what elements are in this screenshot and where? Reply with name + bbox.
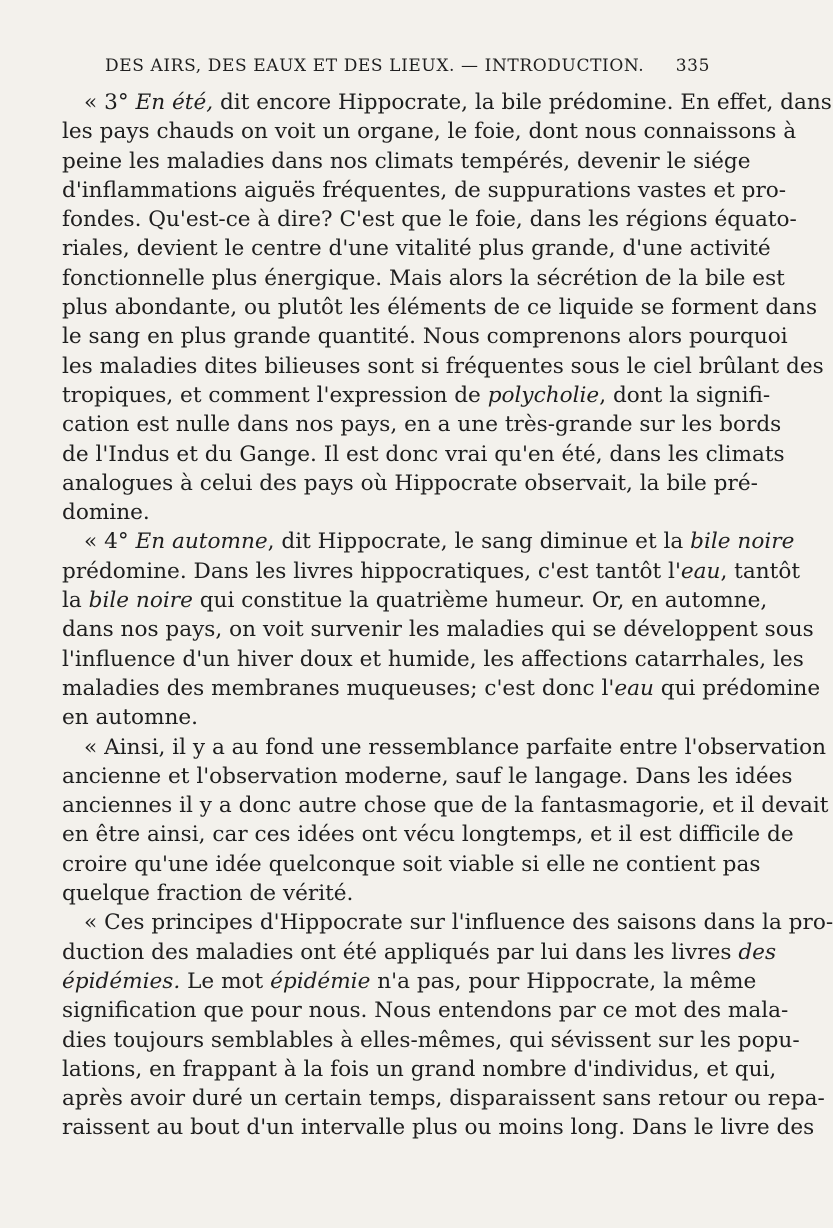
running-title: DES AIRS, DES EAUX ET DES LIEUX. — INTRODUCTION. bbox=[105, 56, 645, 76]
text-run: duction des maladies ont été appliqués par lui dans les livres bbox=[62, 939, 739, 965]
text-run: raissent au bout d'un intervalle plus ou moins long. Dans le livre des bbox=[62, 1115, 815, 1141]
text-run: signification que pour nous. Nous entendons par ce mot des mala- bbox=[62, 998, 789, 1024]
text-line bbox=[62, 205, 797, 234]
text-run: , dit Hippocrate, le sang diminue et la bbox=[267, 529, 691, 555]
text-run: fondes. Qu'est-ce à dire? C'est que le foie, dans les régions équato- bbox=[62, 207, 797, 233]
text-run: « 4° bbox=[84, 529, 136, 555]
text-line bbox=[62, 850, 761, 879]
italic-run: En été, bbox=[135, 90, 214, 115]
text-line bbox=[62, 938, 777, 967]
text-run: les pays chauds on voit un organe, le foie, dont nous connaissons à bbox=[62, 119, 797, 145]
paragraph bbox=[62, 733, 829, 909]
text-line bbox=[62, 703, 732, 732]
text-line bbox=[62, 820, 794, 849]
text-line bbox=[62, 879, 732, 908]
text-run: qui constitue la quatrième humeur. Or, en automne, bbox=[192, 588, 768, 614]
text-line bbox=[62, 498, 732, 527]
text-run: « Ainsi, il y a au fond une ressemblance parfaite entre l'observation bbox=[84, 734, 826, 760]
text-run: « Ces principes d'Hippocrate sur l'influence des saisons dans la pro- bbox=[84, 910, 833, 936]
text-run: ancienne et l'observation moderne, sauf le langage. Dans les idées bbox=[62, 763, 793, 789]
italic-run: épidémies. bbox=[62, 968, 181, 994]
text-run: tropiques, et comment l'expression de bbox=[62, 382, 488, 408]
page-number: 335 bbox=[675, 56, 710, 76]
text-line bbox=[62, 352, 824, 381]
text-run: les maladies dites bilieuses sont si fréquentes sous le ciel brûlant des bbox=[62, 353, 824, 379]
text-line bbox=[62, 996, 789, 1025]
text-run: fonctionnelle plus énergique. Mais alors la sécrétion de la bile est bbox=[62, 265, 785, 291]
paragraph bbox=[62, 908, 833, 1142]
text-line bbox=[62, 264, 785, 293]
text-line bbox=[62, 117, 797, 146]
text-run: l'influence d'un hiver doux et humide, les affections catarrhales, les bbox=[62, 646, 804, 672]
text-run: dies toujours semblables à elles-mêmes, qui sévissent sur les popu- bbox=[62, 1027, 800, 1053]
text-line bbox=[62, 1055, 777, 1084]
text-line bbox=[62, 381, 771, 410]
text-run: qui prédomine bbox=[653, 675, 821, 701]
italic-run: épidémie bbox=[270, 968, 371, 994]
text-line bbox=[62, 1026, 800, 1055]
text-run: croire qu'une idée quelconque soit viable si elle ne contient pas bbox=[62, 851, 761, 877]
text-run: , tantôt bbox=[720, 558, 800, 584]
text-run: quelque fraction de vérité. bbox=[62, 881, 354, 907]
italic-run: eau bbox=[680, 558, 721, 584]
text-run: lations, en frappant à la fois un grand nombre d'individus, et qui, bbox=[62, 1056, 777, 1082]
text-run: analogues à celui des pays où Hippocrate observait, la bile pré- bbox=[62, 470, 758, 496]
text-run: de l'Indus et du Gange. Il est donc vrai qu'en été, dans les climats bbox=[62, 441, 785, 467]
text-line bbox=[62, 733, 826, 762]
text-line bbox=[62, 88, 832, 117]
text-run: peine les maladies dans nos climats tempérés, devenir le siége bbox=[62, 148, 751, 174]
text-line bbox=[62, 469, 758, 498]
text-line bbox=[62, 527, 795, 556]
text-line bbox=[62, 908, 833, 937]
text-line bbox=[62, 410, 782, 439]
italic-run: des bbox=[738, 939, 777, 965]
text-line bbox=[62, 615, 814, 644]
text-run: d'inflammations aiguës fréquentes, de suppurations vastes et pro- bbox=[62, 177, 787, 203]
text-line bbox=[62, 234, 771, 263]
text-run: Le mot bbox=[180, 968, 271, 994]
text-run: le sang en plus grande quantité. Nous comprenons alors pourquoi bbox=[62, 324, 788, 350]
text-line bbox=[62, 147, 751, 176]
running-header bbox=[105, 56, 710, 76]
text-line bbox=[62, 176, 787, 205]
text-run: riales, devient le centre d'une vitalité plus grande, d'une activité bbox=[62, 236, 771, 262]
text-run: domine. bbox=[62, 500, 150, 526]
text-run: plus abondante, ou plutôt les éléments de ce liquide se forment dans bbox=[62, 295, 818, 321]
text-line bbox=[62, 557, 800, 586]
text-line bbox=[62, 293, 818, 322]
text-run: prédomine. Dans les livres hippocratiques, c'est tantôt l' bbox=[62, 558, 681, 584]
text-run: anciennes il y a donc autre chose que de la fantasmagorie, et il devait bbox=[62, 793, 829, 819]
text-run: en être ainsi, car ces idées ont vécu longtemps, et il est difficile de bbox=[62, 822, 794, 848]
text-line bbox=[62, 762, 793, 791]
text-line bbox=[62, 440, 785, 469]
paragraph bbox=[62, 88, 832, 527]
text-run: , dont la signifi- bbox=[599, 382, 771, 408]
text-run: n'a pas, pour Hippocrate, la même bbox=[370, 968, 757, 994]
text-run: maladies des membranes muqueuses; c'est donc l' bbox=[62, 675, 615, 701]
text-line bbox=[62, 322, 788, 351]
text-run: dit encore Hippocrate, la bile prédomine. En effet, dans bbox=[213, 90, 832, 115]
italic-run: bile noire bbox=[690, 529, 795, 555]
text-line bbox=[62, 791, 829, 820]
text-run: après avoir duré un certain temps, disparaissent sans retour ou repa- bbox=[62, 1086, 825, 1112]
text-line bbox=[62, 967, 757, 996]
text-line bbox=[62, 674, 821, 703]
text-line bbox=[62, 1113, 815, 1142]
text-run: en automne. bbox=[62, 705, 199, 731]
text-line bbox=[62, 586, 768, 615]
text-line bbox=[62, 1084, 825, 1113]
text-run: dans nos pays, on voit survenir les maladies qui se développent sous bbox=[62, 617, 814, 643]
text-line bbox=[62, 645, 804, 674]
italic-run: En automne bbox=[135, 529, 268, 555]
text-run: cation est nulle dans nos pays, en a une très-grande sur les bords bbox=[62, 412, 782, 438]
text-run: « 3° bbox=[84, 90, 136, 115]
paragraph bbox=[62, 527, 821, 732]
body-text bbox=[62, 88, 833, 1143]
italic-run: polycholie bbox=[487, 382, 600, 408]
italic-run: bile noire bbox=[88, 588, 193, 614]
text-run: la bbox=[62, 588, 89, 614]
italic-run: eau bbox=[614, 675, 654, 701]
